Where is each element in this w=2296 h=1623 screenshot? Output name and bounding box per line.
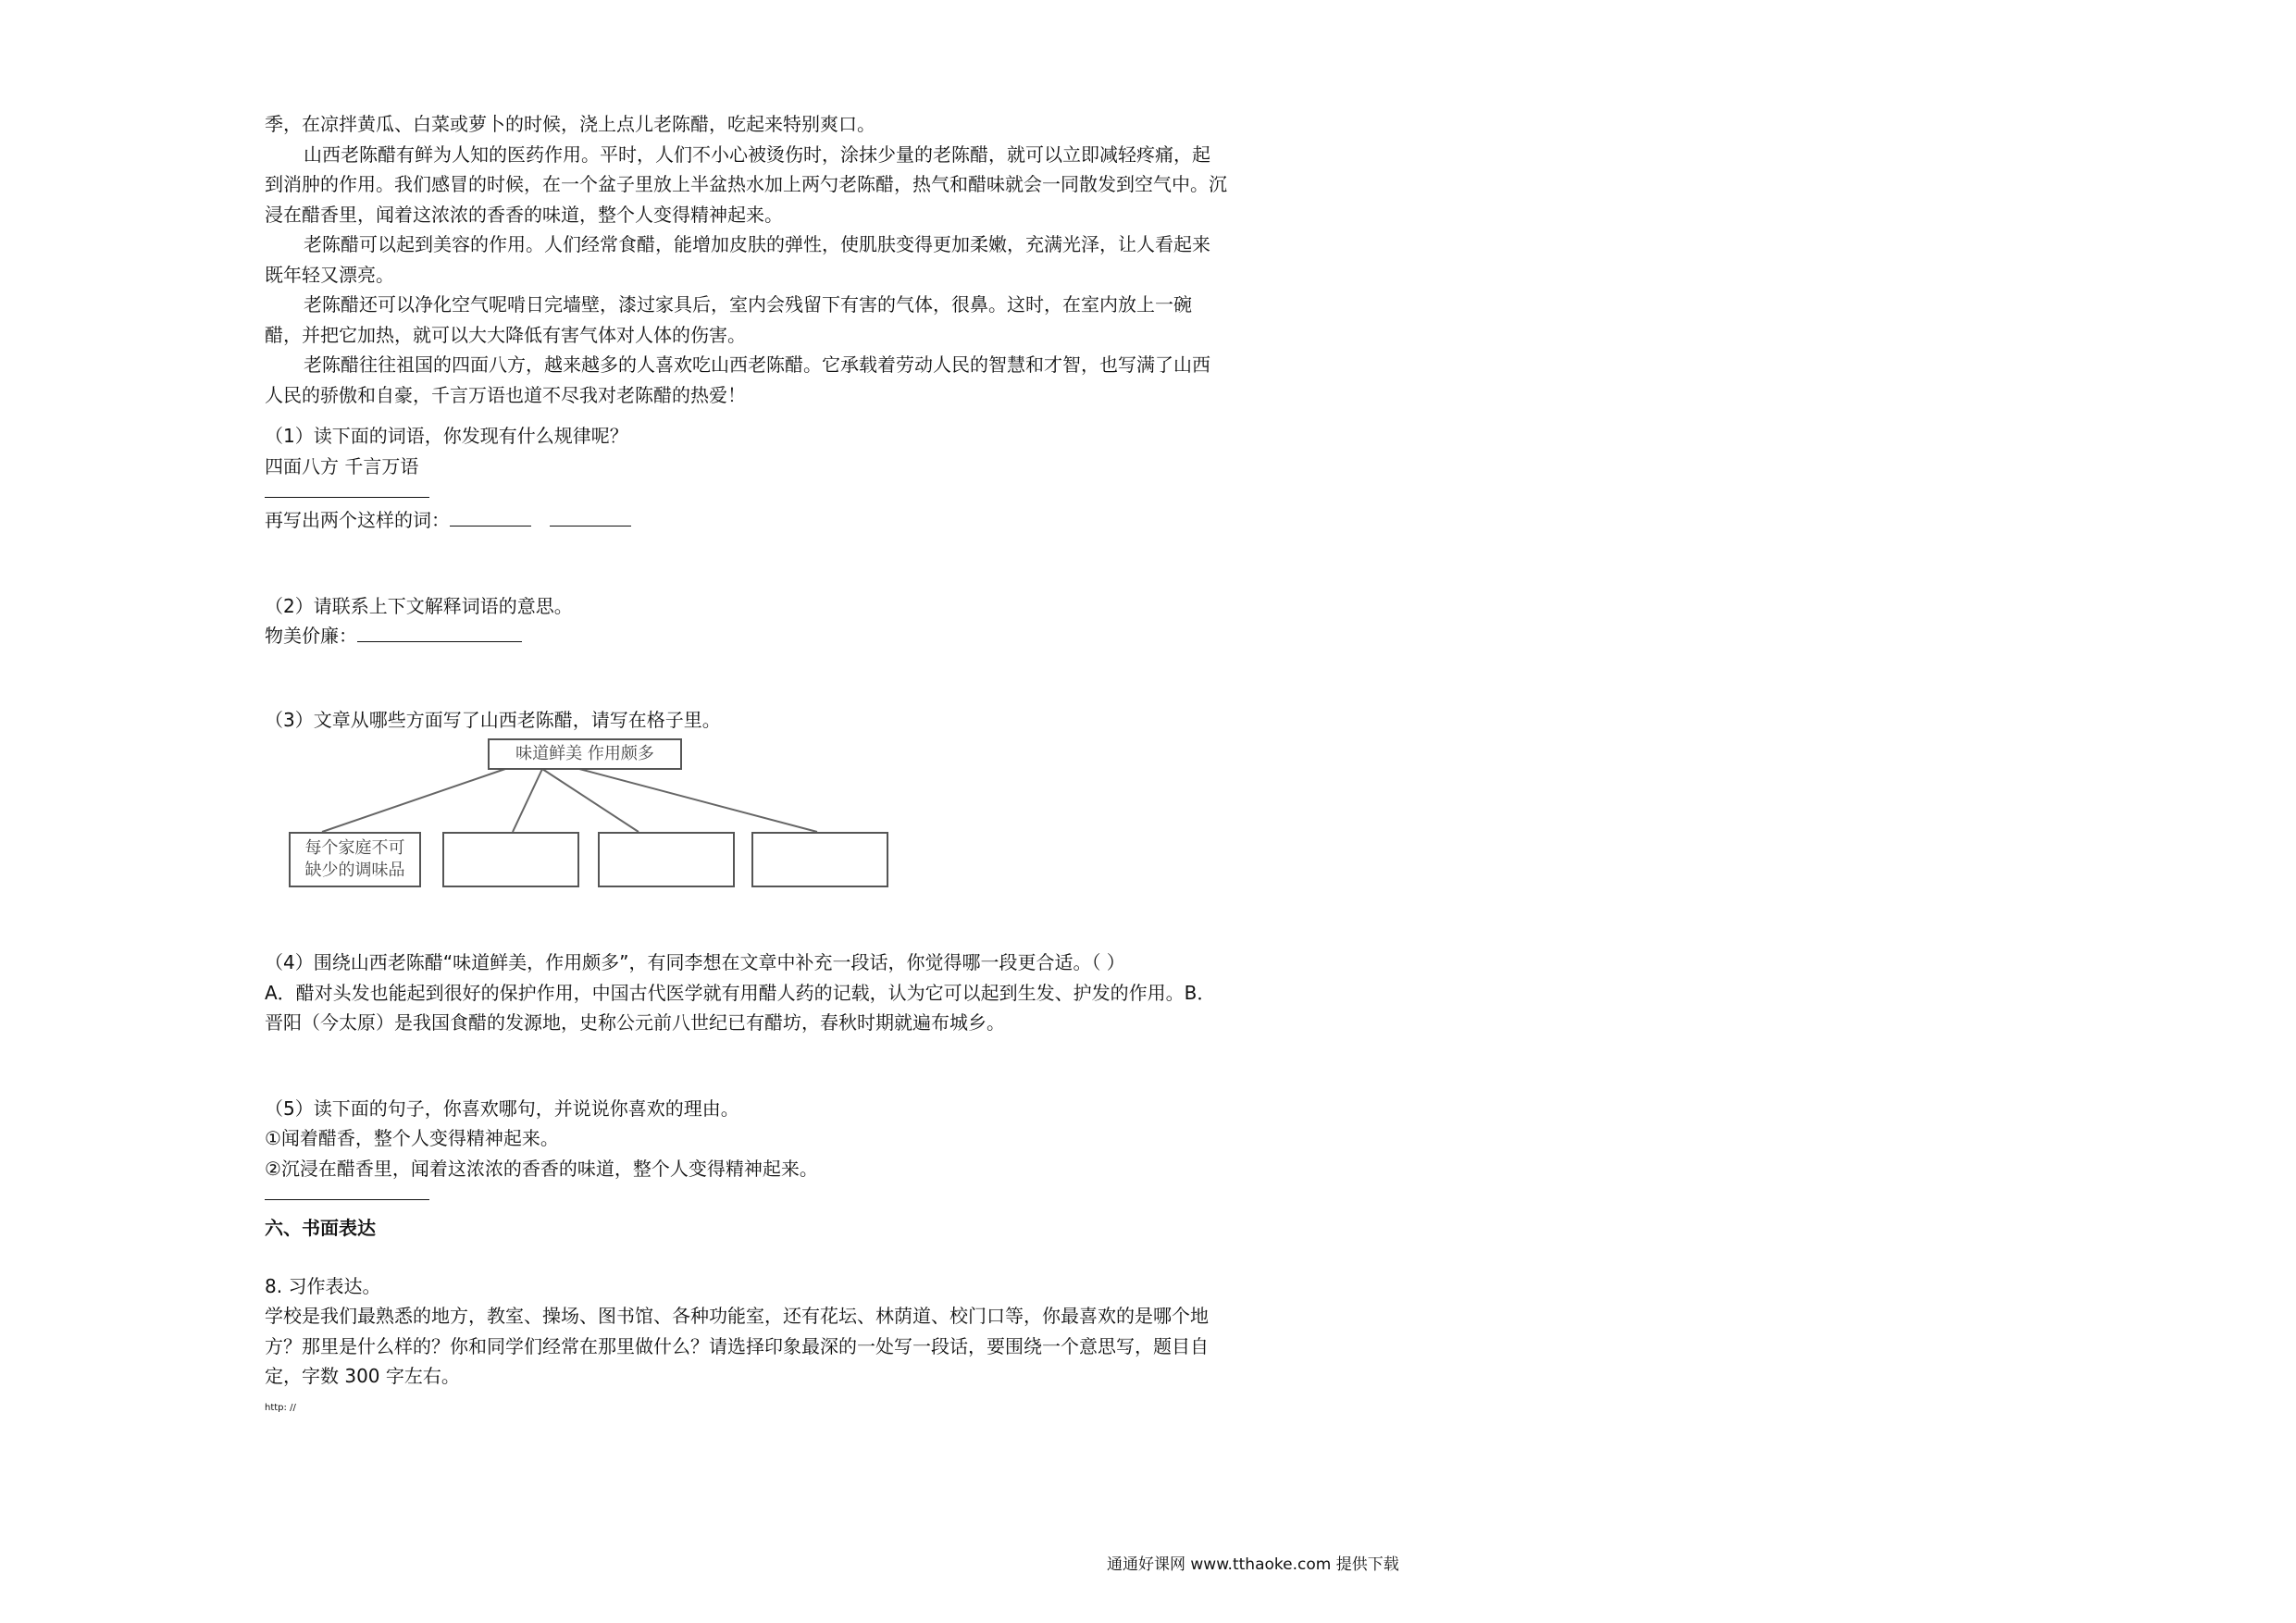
diagram-box-1: [289, 832, 421, 887]
passage-paragraph: 季，在凉拌黄瓜、白菜或萝卜的时候，浇上点儿老陈醋，吃起来特别爽口。: [265, 113, 875, 135]
diagram-box-3[interactable]: [598, 832, 735, 887]
document-body: [265, 109, 1227, 1414]
question-1-words: 四面八方 千言万语: [265, 454, 419, 477]
question-3-prompt: （3）文章从哪些方面写了山西老陈醋，请写在格子里。: [265, 708, 721, 731]
answer-blank[interactable]: [550, 505, 631, 527]
diagram-box-1-line1: 每个家庭不可: [304, 838, 405, 858]
question-4-options: A．醋对头发也能起到很好的保护作用，中国古代医学就有用醋人药的记载，认为它可以起到生发、护发的作用。B．晋阳（今太原）是我国食醋的发源地，史称公元前八世纪已有醋坊，春秋时期就遍布城乡。: [265, 981, 1216, 1034]
passage-paragraph: 老陈醋可以起到美容的作用。人们经常食醋，能增加皮肤的弹性，使肌肤变得更加柔嫩，充满光泽，让人看起来既年轻又漂亮。: [265, 233, 1210, 286]
question-1-prompt: （1）读下面的词语，你发现有什么规律呢？: [265, 425, 628, 447]
section-heading: 六、书面表达: [265, 1217, 376, 1239]
diagram-top-box: 味道鲜美 作用颇多: [488, 738, 682, 770]
passage-paragraph: 老陈醋还可以净化空气呢啃日完墙壁，漆过家具后，室内会残留下有害的气体，很鼻。这时，在室内放上一碗醋，并把它加热，就可以大大降低有害气体对人体的伤害。: [265, 293, 1192, 346]
question-8-title: 8. 习作表达。: [265, 1274, 381, 1297]
question-2-term: [265, 621, 1227, 651]
passage-paragraph: 山西老陈醋有鲜为人知的医药作用。平时，人们不小心被烫伤时，涂抹少量的老陈醋，就可以立即减轻疼痛，起到消肿的作用。我们感冒的时候，在一个盆子里放上半盆热水加上两勺老陈醋，热气和醋味就会一同散发到空气中。沉浸在醋香里，闻着这浓浓的香香的味道，整个人变得精神起来。: [265, 142, 1227, 226]
question-1-write-more: [265, 505, 1227, 536]
page-footer: 通通好课网 www.tthaoke.com 提供下载: [1107, 1555, 1399, 1574]
question-2-prompt: （2）请联系上下文解释词语的意思。: [265, 594, 573, 617]
question-5-sentence-2: ②沉浸在醋香里，闻着这浓浓的香香的味道，整个人变得精神起来。: [265, 1157, 818, 1180]
url-stub: http: //: [265, 1402, 296, 1413]
answer-blank[interactable]: [450, 505, 531, 527]
question-4-prompt: （4）围绕山西老陈醋“味道鲜美，作用颇多”，有同李想在文章中补充一段话，你觉得哪一段更合适。（ ）: [265, 951, 1125, 973]
diagram-box-4[interactable]: [751, 832, 888, 887]
answer-blank[interactable]: [357, 621, 522, 642]
diagram-box-2[interactable]: [442, 832, 579, 887]
question-8-body: 学校是我们最熟悉的地方，教室、操场、图书馆、各种功能室，还有花坛、林荫道、校门口等，你最喜欢的是哪个地方？那里是什么样的？你和同学们经常在那里做什么？请选择印象最深的一处写一段话，要围绕一个意思写，题目自定，字数 300 字左右。: [265, 1305, 1209, 1387]
question-5-prompt: （5）读下面的句子，你喜欢哪句，并说说你喜欢的理由。: [265, 1096, 739, 1120]
aspect-diagram: [265, 735, 875, 892]
question-5-sentence-1: ①闻着醋香，整个人变得精神起来。: [265, 1127, 559, 1149]
term-label: 物美价廉：: [265, 625, 357, 647]
passage-paragraph: 老陈醋往往祖国的四面八方，越来越多的人喜欢吃山西老陈醋。它承载着劳动人民的智慧和才智，也写满了山西人民的骄傲和自豪，千言万语也道不尽我对老陈醋的热爱！: [265, 353, 1210, 406]
diagram-box-1-line2: 缺少的调味品: [304, 861, 405, 880]
write-more-label: 再写出两个这样的词：: [265, 509, 450, 531]
